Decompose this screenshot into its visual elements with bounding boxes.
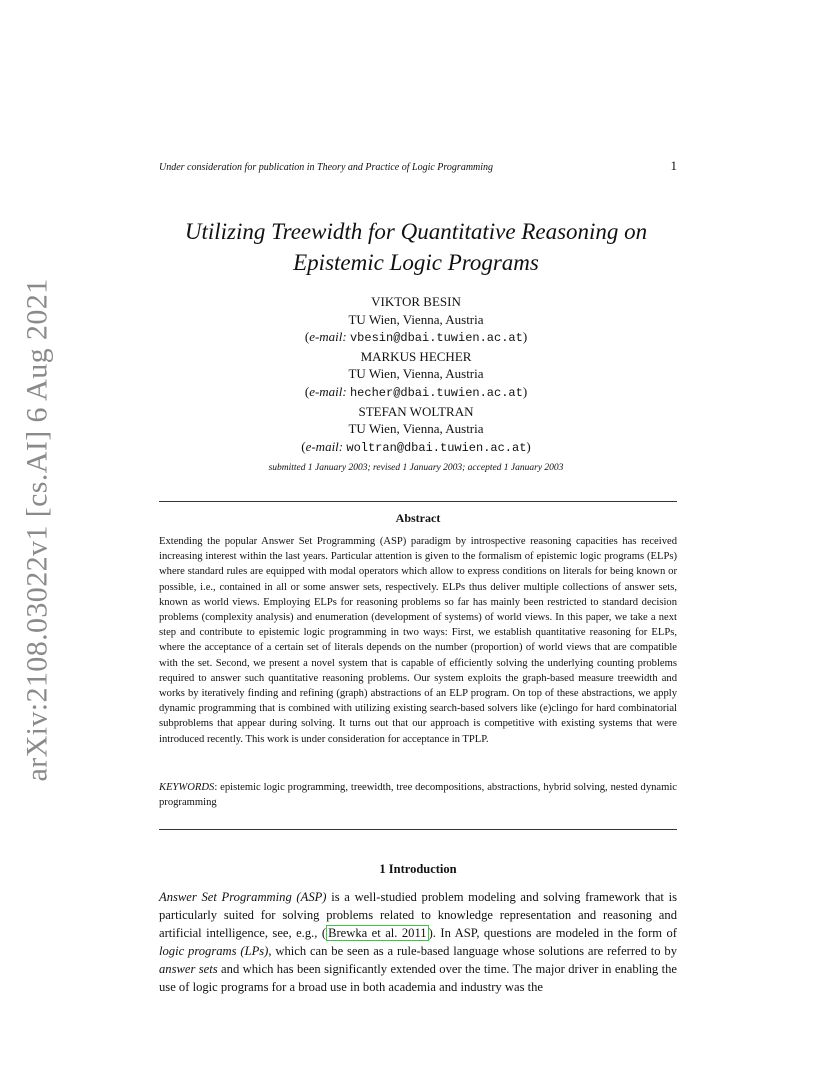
abstract-top-rule bbox=[159, 501, 677, 502]
arxiv-identifier-stamp bbox=[14, 278, 62, 782]
submission-dates: submitted 1 January 2003; revised 1 January 2003; accepted 1 January 2003 bbox=[268, 463, 564, 473]
author-name: STEFAN WOLTRAN bbox=[358, 403, 474, 419]
author-block bbox=[150, 293, 682, 457]
keywords-label: KEYWORDS bbox=[159, 782, 215, 793]
abstract-heading: Abstract bbox=[395, 511, 441, 525]
author-email: vbesin@dbai.tuwien.ac.at bbox=[349, 331, 523, 346]
journal-name: Under consideration for publication in Theory and Practice of Logic Programming bbox=[159, 162, 494, 173]
author-email: woltran@dbai.tuwien.ac.at bbox=[346, 440, 527, 455]
section-heading-introduction: 1 Introduction bbox=[379, 862, 457, 876]
citation-link[interactable]: Brewka et al. 2011 bbox=[328, 926, 427, 940]
email-label: e-mail: bbox=[305, 438, 344, 454]
running-head bbox=[159, 158, 677, 174]
author-affiliation: TU Wien, Vienna, Austria bbox=[348, 311, 484, 327]
page-number: 1 bbox=[670, 158, 677, 173]
intro-text: . In ASP, questions are modeled in the form of bbox=[432, 926, 678, 940]
author-email-line: (e-mail: hecher@dbai.tuwien.ac.at) bbox=[304, 383, 528, 400]
paper-title bbox=[150, 216, 682, 278]
title-line-2: Epistemic Logic Programs bbox=[293, 250, 539, 275]
author-name: VIKTOR BESIN bbox=[371, 294, 461, 309]
intro-text: , which can be seen as a rule-based language whose solutions are referred to by bbox=[268, 944, 677, 958]
intro-text: is a well-studied problem modeling and solving framework that is particularly suited for solving problems related to knowledge representation and reasoning and artificial intelligence, see, e.g., bbox=[159, 890, 677, 940]
intro-term-lps: logic programs (LPs) bbox=[159, 944, 269, 958]
intro-text: and which has been significantly extended over the time. The major driver in enabling the use of logic programs for a broad use in both academia and industry was the bbox=[159, 962, 677, 994]
author-name: MARKUS HECHER bbox=[360, 348, 472, 364]
email-label: e-mail: bbox=[309, 383, 347, 399]
arxiv-identifier-text: arXiv:2108.03022v1 [cs.AI] 6 Aug 2021 bbox=[21, 278, 55, 782]
keywords-text: : epistemic logic programming, treewidth, tree decompositions, abstractions, hybrid solving, nested dynamic programming bbox=[159, 782, 677, 809]
abstract-text: Extending the popular Answer Set Programming (ASP) paradigm by introspective reasoning capacities has received increasing interest within the last years. Particular attention is given to the formalism of epistemic logic programs (ELPs) where standard rules are equipped with modal operators which allow to express conditions on literals for being known or possible, i.e., contained in all or some answer sets, respectively. ELPs thus deliver multiple collections of answer sets, known as world views. Employing ELPs for reasoning problems so far has mainly been restricted to standard decision problems (complexity analysis) and enumeration (development of systems) of world views. In this paper, we take a next step and contribute to epistemic logic programming in two ways: First, we establish quantitative reasoning for ELPs, where the acceptance of a certain set of literals depends on the number (proportion) of world views that are compatible with the set. Second, we present a novel system that is capable of efficiently solving the underlying counting problems required to answer such quantitative reasoning problems. Our system exploits the graph-based measure treewidth and works by iteratively finding and refining (graph) abstractions of an ELP program. On top of these abstractions, we apply dynamic programming that is combined with utilizing existing search-based solvers like (e)clingo for hard combinatorial subproblems that appear during solving. It turns out that our approach is competitive with existing systems that were introduced recently. This work is under consideration for acceptance in TPLP. bbox=[159, 536, 677, 745]
abstract-bottom-rule bbox=[159, 829, 677, 830]
author-affiliation: TU Wien, Vienna, Austria bbox=[348, 366, 484, 382]
intro-term-asp: Answer Set Programming (ASP) bbox=[159, 890, 327, 904]
author-email-line: (e-mail: woltran@dbai.tuwien.ac.at) bbox=[301, 438, 531, 455]
introduction-paragraph: Answer Set Programming (ASP) is a well-studied problem modeling and solving framework that is particularly suited for solving problems related to knowledge representation and reasoning and artificial intelligence, see, e.g., ( Brewka et al. 2011 ). In ASP, questions are modeled in the form of logic programs (LPs), which can be seen as a rule-based language whose solutions are referred to by answer sets and which has been significantly extended over the time. The major driver in enabling the use of logic programs for a broad use in both academia and industry was the bbox=[159, 890, 678, 994]
email-label: e-mail: bbox=[309, 329, 347, 345]
author-email-line: (e-mail: vbesin@dbai.tuwien.ac.at) bbox=[304, 329, 528, 346]
author-email: hecher@dbai.tuwien.ac.at bbox=[349, 385, 523, 400]
intro-term-answer-sets: answer sets bbox=[159, 962, 218, 976]
keywords bbox=[159, 780, 677, 810]
author-affiliation: TU Wien, Vienna, Austria bbox=[348, 421, 484, 437]
title-line-1: Utilizing Treewidth for Quantitative Reasoning on bbox=[184, 219, 648, 244]
